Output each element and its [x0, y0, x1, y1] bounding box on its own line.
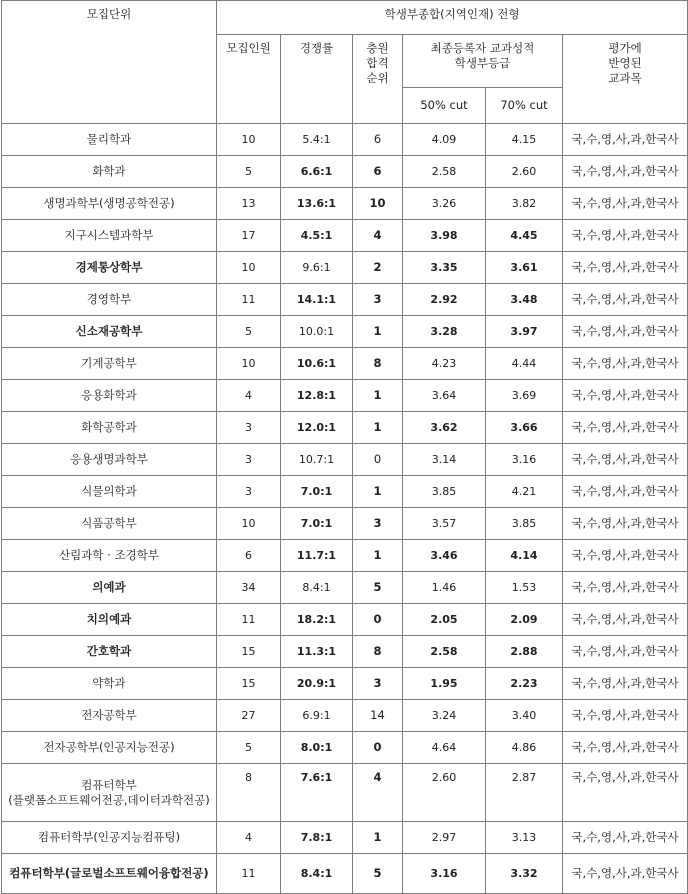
cell-unit: 식물의학과: [2, 476, 217, 508]
cell-waitlist: 3: [353, 284, 403, 316]
cell-unit: 컴퓨터학부 (플랫폼소프트웨어전공,데이터과학전공): [2, 764, 217, 822]
cell-competition: 6.9:1: [281, 700, 353, 732]
cell-unit: 컴퓨터학부(글로벌소프트웨어융합전공): [2, 854, 217, 894]
cell-subjects: 국,수,영,사,과,한국사: [563, 188, 688, 220]
cell-cut50: 1.95: [403, 668, 486, 700]
cell-cut50: 3.24: [403, 700, 486, 732]
cell-cut70: 4.86: [486, 732, 563, 764]
cell-cut70: 3.32: [486, 854, 563, 894]
table-row: [2, 668, 688, 700]
header-capacity: 모집인원: [217, 35, 281, 124]
cell-waitlist: 8: [353, 636, 403, 668]
table-row: [2, 508, 688, 540]
cell-capacity: 10: [217, 508, 281, 540]
cell-subjects: 국,수,영,사,과,한국사: [563, 124, 688, 156]
cell-waitlist: 1: [353, 412, 403, 444]
cell-subjects: 국,수,영,사,과,한국사: [563, 822, 688, 854]
table-body: [2, 124, 688, 894]
cell-waitlist: 10: [353, 188, 403, 220]
cell-cut70: 2.60: [486, 156, 563, 188]
cell-competition: 10.6:1: [281, 348, 353, 380]
cell-subjects: 국,수,영,사,과,한국사: [563, 156, 688, 188]
table-row: [2, 732, 688, 764]
cell-unit: 물리학과: [2, 124, 217, 156]
cell-competition: 14.1:1: [281, 284, 353, 316]
cell-subjects: 국,수,영,사,과,한국사: [563, 476, 688, 508]
cell-subjects: 국,수,영,사,과,한국사: [563, 668, 688, 700]
cell-capacity: 10: [217, 348, 281, 380]
cell-unit: 전자공학부(인공지능전공): [2, 732, 217, 764]
header-waitlist: 충원 합격 순위: [353, 35, 403, 124]
cell-subjects: 국,수,영,사,과,한국사: [563, 540, 688, 572]
cell-subjects: 국,수,영,사,과,한국사: [563, 444, 688, 476]
cell-unit: 화학과: [2, 156, 217, 188]
cell-competition: 12.8:1: [281, 380, 353, 412]
cell-subjects: 국,수,영,사,과,한국사: [563, 252, 688, 284]
cell-cut50: 3.57: [403, 508, 486, 540]
cell-waitlist: 2: [353, 252, 403, 284]
cell-waitlist: 1: [353, 822, 403, 854]
cell-capacity: 6: [217, 540, 281, 572]
cell-waitlist: 5: [353, 854, 403, 894]
cell-unit: 응용화학과: [2, 380, 217, 412]
cell-waitlist: 14: [353, 700, 403, 732]
cell-competition: 6.6:1: [281, 156, 353, 188]
cell-competition: 11.7:1: [281, 540, 353, 572]
cell-cut70: 2.87: [486, 764, 563, 822]
cell-unit: 경영학부: [2, 284, 217, 316]
table-row: [2, 124, 688, 156]
header-competition: 경쟁률: [281, 35, 353, 124]
cell-cut70: 4.21: [486, 476, 563, 508]
header-cut50: 50% cut: [403, 88, 486, 124]
cell-cut50: 3.26: [403, 188, 486, 220]
cell-competition: 8.0:1: [281, 732, 353, 764]
cell-capacity: 17: [217, 220, 281, 252]
cell-competition: 7.6:1: [281, 764, 353, 822]
cell-cut50: 3.28: [403, 316, 486, 348]
cell-waitlist: 0: [353, 604, 403, 636]
cell-subjects: 국,수,영,사,과,한국사: [563, 854, 688, 894]
table-row: [2, 156, 688, 188]
cell-subjects: 국,수,영,사,과,한국사: [563, 700, 688, 732]
header-grade-group: 최종등록자 교과성적 학생부등급: [403, 35, 563, 88]
cell-cut70: 2.09: [486, 604, 563, 636]
table-row: [2, 444, 688, 476]
cell-unit: 경제통상학부: [2, 252, 217, 284]
cell-subjects: 국,수,영,사,과,한국사: [563, 220, 688, 252]
cell-cut50: 3.64: [403, 380, 486, 412]
cell-unit: 지구시스템과학부: [2, 220, 217, 252]
table-row: [2, 412, 688, 444]
cell-subjects: 국,수,영,사,과,한국사: [563, 572, 688, 604]
header-unit: 모집단위: [2, 1, 217, 124]
cell-cut50: 4.09: [403, 124, 486, 156]
cell-cut50: 2.92: [403, 284, 486, 316]
cell-waitlist: 1: [353, 540, 403, 572]
cell-waitlist: 1: [353, 380, 403, 412]
cell-unit: 컴퓨터학부(인공지능컴퓨팅): [2, 822, 217, 854]
cell-capacity: 11: [217, 854, 281, 894]
cell-capacity: 5: [217, 156, 281, 188]
cell-subjects: 국,수,영,사,과,한국사: [563, 316, 688, 348]
table-row: [2, 380, 688, 412]
cell-capacity: 3: [217, 476, 281, 508]
cell-competition: 8.4:1: [281, 854, 353, 894]
cell-subjects: 국,수,영,사,과,한국사: [563, 604, 688, 636]
cell-cut50: 3.46: [403, 540, 486, 572]
cell-cut70: 3.82: [486, 188, 563, 220]
table-row: [2, 700, 688, 732]
cell-capacity: 10: [217, 252, 281, 284]
cell-cut50: 3.62: [403, 412, 486, 444]
cell-cut70: 2.23: [486, 668, 563, 700]
table-row: [2, 284, 688, 316]
cell-competition: 20.9:1: [281, 668, 353, 700]
cell-subjects: 국,수,영,사,과,한국사: [563, 348, 688, 380]
cell-capacity: 15: [217, 668, 281, 700]
cell-cut70: 3.66: [486, 412, 563, 444]
cell-waitlist: 8: [353, 348, 403, 380]
cell-cut50: 2.58: [403, 636, 486, 668]
cell-capacity: 4: [217, 380, 281, 412]
cell-competition: 4.5:1: [281, 220, 353, 252]
cell-unit: 전자공학부: [2, 700, 217, 732]
cell-subjects: 국,수,영,사,과,한국사: [563, 412, 688, 444]
cell-waitlist: 4: [353, 220, 403, 252]
cell-waitlist: 0: [353, 732, 403, 764]
table-row: [2, 316, 688, 348]
cell-competition: 9.6:1: [281, 252, 353, 284]
table-header: [2, 1, 688, 124]
table-row: [2, 636, 688, 668]
cell-unit: 치의예과: [2, 604, 217, 636]
cell-waitlist: 6: [353, 124, 403, 156]
cell-subjects: 국,수,영,사,과,한국사: [563, 284, 688, 316]
cell-cut50: 1.46: [403, 572, 486, 604]
cell-cut70: 3.13: [486, 822, 563, 854]
cell-competition: 10.7:1: [281, 444, 353, 476]
cell-competition: 7.0:1: [281, 476, 353, 508]
cell-subjects: 국,수,영,사,과,한국사: [563, 508, 688, 540]
admission-table: [1, 0, 688, 894]
cell-waitlist: 5: [353, 572, 403, 604]
cell-competition: 18.2:1: [281, 604, 353, 636]
cell-capacity: 8: [217, 764, 281, 822]
cell-capacity: 34: [217, 572, 281, 604]
cell-unit: 의예과: [2, 572, 217, 604]
cell-unit: 응용생명과학부: [2, 444, 217, 476]
cell-competition: 13.6:1: [281, 188, 353, 220]
cell-capacity: 5: [217, 316, 281, 348]
table-row: [2, 764, 688, 822]
cell-cut70: 3.16: [486, 444, 563, 476]
cell-unit: 간호학과: [2, 636, 217, 668]
cell-cut70: 2.88: [486, 636, 563, 668]
header-subjects: 평가에 반영된 교과목: [563, 35, 688, 124]
cell-cut70: 4.44: [486, 348, 563, 380]
header-group: 학생부종합(지역인재) 전형: [217, 1, 688, 35]
table-row: [2, 348, 688, 380]
cell-competition: 5.4:1: [281, 124, 353, 156]
cell-capacity: 10: [217, 124, 281, 156]
cell-capacity: 3: [217, 412, 281, 444]
cell-competition: 11.3:1: [281, 636, 353, 668]
cell-cut50: 2.60: [403, 764, 486, 822]
cell-capacity: 3: [217, 444, 281, 476]
cell-cut50: 2.97: [403, 822, 486, 854]
table-row: [2, 572, 688, 604]
cell-capacity: 13: [217, 188, 281, 220]
table-row: [2, 476, 688, 508]
cell-capacity: 27: [217, 700, 281, 732]
cell-cut70: 3.40: [486, 700, 563, 732]
cell-cut70: 3.69: [486, 380, 563, 412]
cell-waitlist: 1: [353, 316, 403, 348]
cell-unit: 생명과학부(생명공학전공): [2, 188, 217, 220]
cell-competition: 10.0:1: [281, 316, 353, 348]
cell-competition: 7.8:1: [281, 822, 353, 854]
cell-waitlist: 1: [353, 476, 403, 508]
table-row: [2, 188, 688, 220]
cell-competition: 7.0:1: [281, 508, 353, 540]
cell-subjects: 국,수,영,사,과,한국사: [563, 636, 688, 668]
cell-waitlist: 3: [353, 508, 403, 540]
table-row: [2, 822, 688, 854]
cell-cut50: 3.14: [403, 444, 486, 476]
cell-cut50: 3.85: [403, 476, 486, 508]
cell-cut50: 3.98: [403, 220, 486, 252]
cell-unit: 기계공학부: [2, 348, 217, 380]
cell-cut50: 4.23: [403, 348, 486, 380]
cell-cut50: 2.05: [403, 604, 486, 636]
cell-capacity: 4: [217, 822, 281, 854]
cell-unit: 신소재공학부: [2, 316, 217, 348]
cell-subjects: 국,수,영,사,과,한국사: [563, 764, 688, 822]
cell-cut70: 1.53: [486, 572, 563, 604]
cell-waitlist: 6: [353, 156, 403, 188]
cell-subjects: 국,수,영,사,과,한국사: [563, 380, 688, 412]
cell-capacity: 11: [217, 284, 281, 316]
cell-capacity: 11: [217, 604, 281, 636]
table-row: [2, 854, 688, 894]
cell-competition: 8.4:1: [281, 572, 353, 604]
cell-cut70: 4.15: [486, 124, 563, 156]
cell-cut50: 3.16: [403, 854, 486, 894]
cell-unit: 화학공학과: [2, 412, 217, 444]
cell-waitlist: 0: [353, 444, 403, 476]
cell-capacity: 5: [217, 732, 281, 764]
cell-cut70: 4.14: [486, 540, 563, 572]
cell-waitlist: 3: [353, 668, 403, 700]
cell-subjects: 국,수,영,사,과,한국사: [563, 732, 688, 764]
cell-cut70: 4.45: [486, 220, 563, 252]
header-cut70: 70% cut: [486, 88, 563, 124]
cell-unit: 식품공학부: [2, 508, 217, 540]
table-row: [2, 540, 688, 572]
cell-capacity: 15: [217, 636, 281, 668]
cell-cut70: 3.48: [486, 284, 563, 316]
cell-cut50: 3.35: [403, 252, 486, 284]
table-row: [2, 220, 688, 252]
cell-competition: 12.0:1: [281, 412, 353, 444]
cell-waitlist: 4: [353, 764, 403, 822]
cell-cut70: 3.61: [486, 252, 563, 284]
cell-cut70: 3.97: [486, 316, 563, 348]
cell-cut50: 2.58: [403, 156, 486, 188]
table-row: [2, 252, 688, 284]
cell-unit: 약학과: [2, 668, 217, 700]
cell-unit: 산림과학 · 조경학부: [2, 540, 217, 572]
table-row: [2, 604, 688, 636]
cell-cut70: 3.85: [486, 508, 563, 540]
cell-cut50: 4.64: [403, 732, 486, 764]
